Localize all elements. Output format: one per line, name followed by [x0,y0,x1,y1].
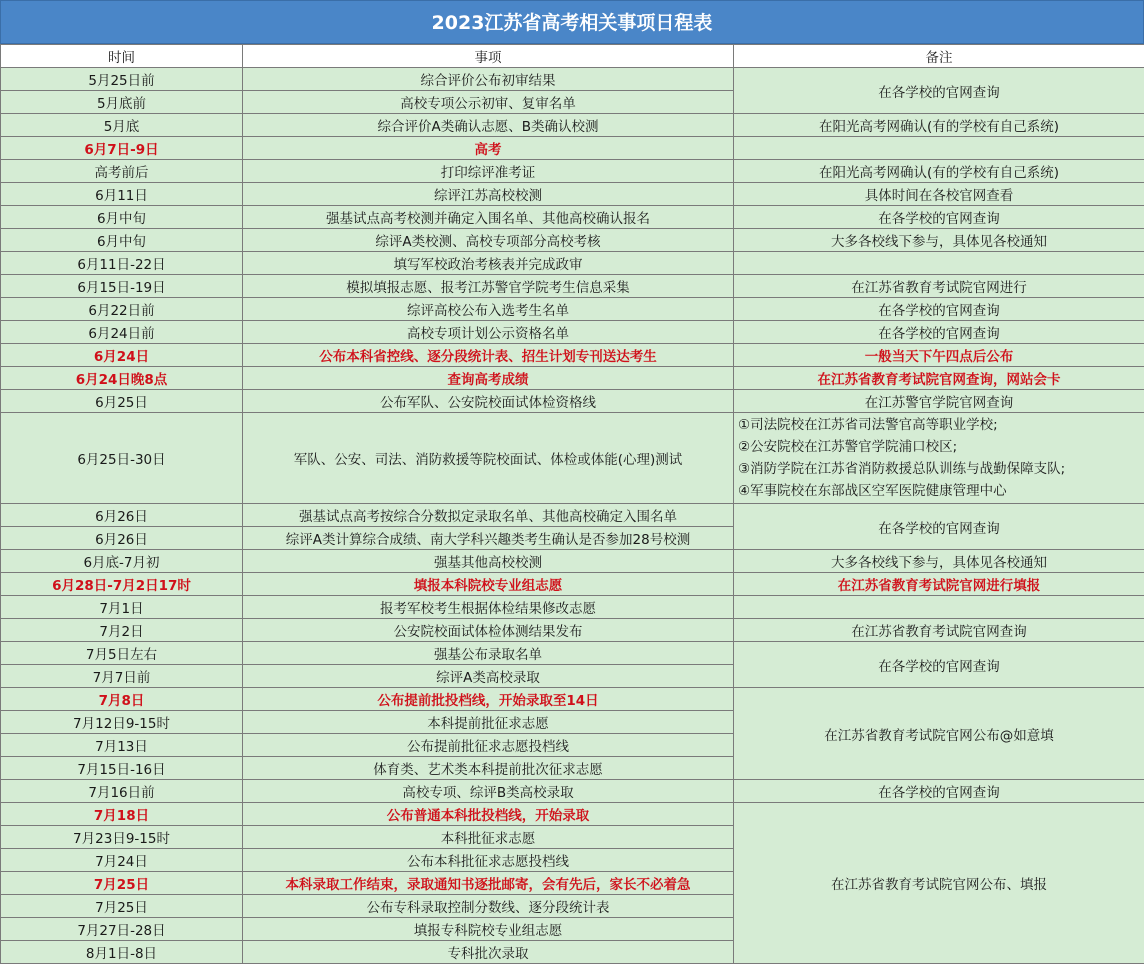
row-note: 在各学校的官网查询 [734,68,1144,114]
row-note-list [734,413,1144,504]
row-note: 在江苏省教育考试院官网公布、填报 [734,803,1144,964]
header-time: 时间 [1,45,243,68]
row-note: 在江苏省教育考试院官网查询，网站会卡 [734,367,1144,390]
row-note: 在各学校的官网查询 [734,321,1144,344]
row-note: 在江苏省教育考试院官网进行填报 [734,573,1144,596]
row-time: 6月22日前 [1,298,243,321]
row-item: 高考 [243,137,734,160]
row-time: 7月13日 [1,734,243,757]
row-item: 强基试点高考校测并确定入围名单、其他高校确认报名 [243,206,734,229]
table-row [1,573,1144,596]
row-item: 综合评价A类确认志愿、B类确认校测 [243,114,734,137]
table-row [1,298,1144,321]
table-row [1,321,1144,344]
row-note: 在江苏省教育考试院官网查询 [734,619,1144,642]
row-time: 6月11日 [1,183,243,206]
row-item: 查询高考成绩 [243,367,734,390]
row-time: 6月25日 [1,390,243,413]
row-time: 7月16日前 [1,780,243,803]
row-note [734,596,1144,619]
row-item: 综评A类校测、高校专项部分高校考核 [243,229,734,252]
row-time: 7月5日左右 [1,642,243,665]
row-time: 6月26日 [1,527,243,550]
row-time: 高考前后 [1,160,243,183]
row-note: 在各学校的官网查询 [734,298,1144,321]
row-time: 6月24日 [1,344,243,367]
row-item: 综评A类计算综合成绩、南大学科兴趣类考生确认是否参加28号校测 [243,527,734,550]
row-time: 7月2日 [1,619,243,642]
table-row [1,206,1144,229]
row-note: 大多各校线下参与，具体见各校通知 [734,229,1144,252]
row-time: 7月15日-16日 [1,757,243,780]
row-item: 专科批次录取 [243,941,734,964]
table-row [1,137,1144,160]
table-row [1,596,1144,619]
row-item: 强基试点高考按综合分数拟定录取名单、其他高校确定入围名单 [243,504,734,527]
row-item: 公布本科省控线、逐分段统计表、招生计划专刊送达考生 [243,344,734,367]
table-row [1,114,1144,137]
row-note: 具体时间在各校官网查看 [734,183,1144,206]
row-item: 综合评价公布初审结果 [243,68,734,91]
table-row [1,642,1144,665]
row-time: 6月24日前 [1,321,243,344]
table-row [1,619,1144,642]
row-item: 公布普通本科批投档线，开始录取 [243,803,734,826]
row-time: 7月8日 [1,688,243,711]
table-row [1,275,1144,298]
row-note: 大多各校线下参与，具体见各校通知 [734,550,1144,573]
row-item: 本科提前批征求志愿 [243,711,734,734]
row-time: 7月7日前 [1,665,243,688]
row-note: 在江苏警官学院官网查询 [734,390,1144,413]
row-item: 本科批征求志愿 [243,826,734,849]
row-time: 5月底 [1,114,243,137]
schedule-table [0,44,1144,964]
row-time: 8月1日-8日 [1,941,243,964]
row-item: 综评高校公布入选考生名单 [243,298,734,321]
row-item: 模拟填报志愿、报考江苏警官学院考生信息采集 [243,275,734,298]
row-time: 6月26日 [1,504,243,527]
note-line: ④军事院校在东部战区空军医院健康管理中心 [738,483,1007,499]
row-time: 5月底前 [1,91,243,114]
row-time: 7月25日 [1,895,243,918]
note-line: ②公安院校在江苏警官学院浦口校区; [738,439,958,455]
row-item: 公布军队、公安院校面试体检资格线 [243,390,734,413]
table-row [1,413,1144,504]
table-row [1,390,1144,413]
row-note: 在阳光高考网确认(有的学校有自己系统) [734,114,1144,137]
row-time: 5月25日前 [1,68,243,91]
row-time: 6月底-7月初 [1,550,243,573]
row-item: 综评A类高校录取 [243,665,734,688]
row-item: 填报本科院校专业组志愿 [243,573,734,596]
row-time: 6月7日-9日 [1,137,243,160]
table-row [1,229,1144,252]
row-item: 公安院校面试体检体测结果发布 [243,619,734,642]
header-row [1,45,1144,68]
row-note: 在江苏省教育考试院官网公布@如意填 [734,688,1144,780]
table-row [1,367,1144,390]
table-row [1,344,1144,367]
row-item: 公布提前批投档线，开始录取至14日 [243,688,734,711]
row-item: 体育类、艺术类本科提前批次征求志愿 [243,757,734,780]
row-item: 报考军校考生根据体检结果修改志愿 [243,596,734,619]
row-item: 填写军校政治考核表并完成政审 [243,252,734,275]
table-row [1,550,1144,573]
row-time: 6月中旬 [1,206,243,229]
table-row [1,504,1144,527]
row-time: 7月25日 [1,872,243,895]
note-line: ①司法院校在江苏省司法警官高等职业学校; [738,417,998,433]
table-row [1,183,1144,206]
row-time: 7月24日 [1,849,243,872]
row-note [734,252,1144,275]
row-time: 6月25日-30日 [1,413,243,504]
header-item: 事项 [243,45,734,68]
row-time: 6月15日-19日 [1,275,243,298]
row-item: 公布提前批征求志愿投档线 [243,734,734,757]
row-item: 本科录取工作结束，录取通知书逐批邮寄，会有先后，家长不必着急 [243,872,734,895]
row-note: 在阳光高考网确认(有的学校有自己系统) [734,160,1144,183]
row-item: 军队、公安、司法、消防救援等院校面试、体检或体能(心理)测试 [243,413,734,504]
row-item: 强基公布录取名单 [243,642,734,665]
table-row [1,160,1144,183]
row-time: 7月18日 [1,803,243,826]
row-item: 高校专项、综评B类高校录取 [243,780,734,803]
table-row [1,688,1144,711]
row-time: 7月1日 [1,596,243,619]
table-row [1,252,1144,275]
table-row [1,68,1144,91]
row-item: 高校专项计划公示资格名单 [243,321,734,344]
row-note: 在各学校的官网查询 [734,780,1144,803]
row-time: 6月28日-7月2日17时 [1,573,243,596]
row-time: 6月中旬 [1,229,243,252]
row-item: 公布本科批征求志愿投档线 [243,849,734,872]
row-item: 填报专科院校专业组志愿 [243,918,734,941]
row-time: 7月23日9-15时 [1,826,243,849]
row-item: 公布专科录取控制分数线、逐分段统计表 [243,895,734,918]
row-item: 强基其他高校校测 [243,550,734,573]
row-note: 一般当天下午四点后公布 [734,344,1144,367]
row-time: 7月12日9-15时 [1,711,243,734]
table-title: 2023江苏省高考相关事项日程表 [0,0,1144,44]
note-line: ③消防学院在江苏省消防救援总队训练与战勤保障支队; [738,461,1066,477]
row-note: 在江苏省教育考试院官网进行 [734,275,1144,298]
header-note: 备注 [734,45,1144,68]
row-note: 在各学校的官网查询 [734,504,1144,550]
row-time: 6月24日晚8点 [1,367,243,390]
row-item: 打印综评准考证 [243,160,734,183]
table-row [1,780,1144,803]
row-item: 综评江苏高校校测 [243,183,734,206]
row-note [734,137,1144,160]
row-item: 高校专项公示初审、复审名单 [243,91,734,114]
row-time: 6月11日-22日 [1,252,243,275]
row-note: 在各学校的官网查询 [734,206,1144,229]
row-note: 在各学校的官网查询 [734,642,1144,688]
table-row [1,803,1144,826]
row-time: 7月27日-28日 [1,918,243,941]
